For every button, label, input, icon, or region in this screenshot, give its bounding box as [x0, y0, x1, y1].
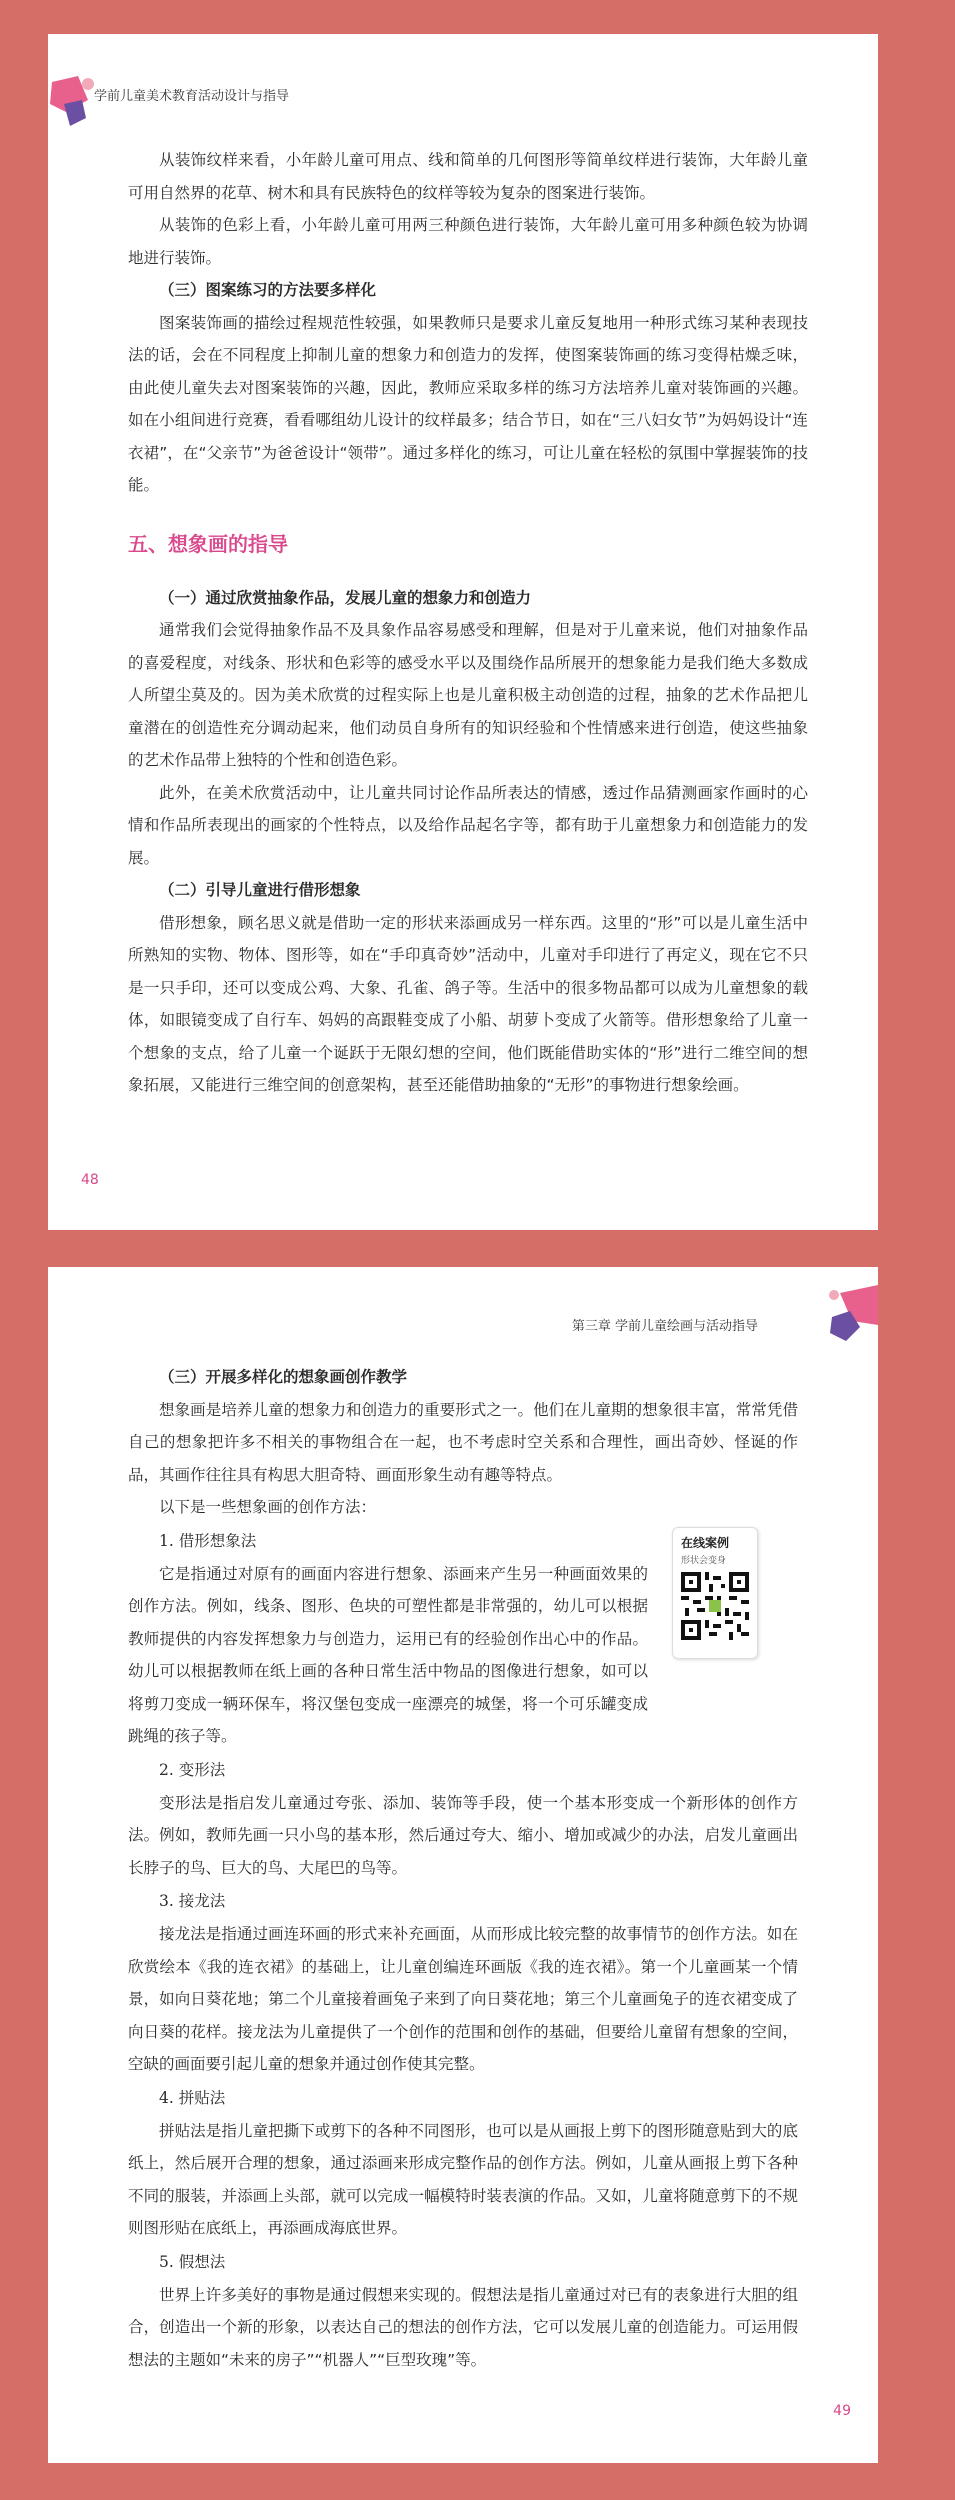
paragraph: 世界上许多美好的事物是通过假想来实现的。假想法是指儿童通过对已有的表象进行大胆的组合，创造出一个新的形象，以表达自己的想法的创作方法，它可以发展儿童的创造能力。可运用假想法的主题如“未来的房子”“机器人”“巨型玫瑰”等。	[128, 2285, 798, 2369]
online-case-card[interactable]	[672, 1527, 758, 1659]
method-title: 4. 拼贴法	[159, 2088, 226, 2107]
method-title: 2. 变形法	[159, 1760, 226, 1779]
qr-card-title: 在线案例	[681, 1536, 730, 1550]
running-header: 学前儿童美术教育活动设计与指导	[94, 89, 290, 104]
subsection-heading: （三）开展多样化的想象画创作教学	[159, 1368, 408, 1386]
page-49	[48, 1267, 878, 2463]
method-title: 3. 接龙法	[159, 1892, 226, 1910]
paragraph: 它是指通过对原有的画面内容进行想象、添画来产生另一种画面效果的创作方法。例如，线条、图形、色块的可塑性都是非常强的，幼儿可以根据教师提供的内容发挥想象力与创造力，运用已有的经验创作出心中的作品。幼儿可以根据教师在纸上画的各种日常生活中物品的图像进行想象，如可以将剪刀变成一辆环保车，将汉堡包变成一座漂亮的城堡，将一个可乐罐变成跳绳的孩子等。	[128, 1564, 648, 1745]
qr-code-icon[interactable]	[681, 1572, 749, 1640]
method-title: 5. 假想法	[159, 2252, 226, 2271]
paragraph: 借形想象，顾名思义就是借助一定的形状来添画成另一样东西。这里的“形”可以是儿童生活中所熟知的实物、物体、图形等，如在“手印真奇妙”活动中，儿童对手印进行了再定义，现在它不只是一只手印，还可以变成公鸡、大象、孔雀、鸽子等。生活中的很多物品都可以成为儿童想象的载体，如眼镜变成了自行车、妈妈的高跟鞋变成了小船、胡萝卜变成了火箭等。借形想象给了儿童一个想象的支点，给了儿童一个诞跃于无限幻想的空间，他们既能借助实体的“形”进行二维空间的想象拓展，又能进行三维空间的创意架构，甚至还能借助抽象的“无形”的事物进行想象绘画。	[128, 913, 808, 1094]
page-number: 48	[81, 1172, 99, 1188]
page2-body	[128, 1361, 798, 2376]
paragraph: 拼贴法是指儿童把撕下或剪下的各种不同图形，也可以是从画报上剪下的图形随意贴到大的底纸上，然后展开合理的想象，通过添画来形成完整作品的创作方法。例如，儿童从画报上剪下各种不同的服装，并添画上头部，就可以完成一幅模特时装表演的作品。又如，儿童将随意剪下的不规则图形贴在底纸上，再添画成海底世界。	[128, 2121, 798, 2237]
paragraph: 想象画是培养儿童的想象力和创造力的重要形式之一。他们在儿童期的想象很丰富，常常凭借自己的想象把许多不相关的事物组合在一起，也不考虑时空关系和合理性，画出奇妙、怪诞的作品，其画作往往具有构思大胆奇特、画面形象生动有趣等特点。	[128, 1400, 798, 1484]
paragraph: 从装饰纹样来看，小年龄儿童可用点、线和简单的几何图形等简单纹样进行装饰，大年龄儿童可用自然界的花草、树木和具有民族特色的纹样等较为复杂的图案进行装饰。	[128, 151, 808, 202]
subsection-heading: （二）引导儿童进行借形想象	[159, 881, 361, 899]
paragraph: 从装饰的色彩上看，小年龄儿童可用两三种颜色进行装饰，大年龄儿童可用多种颜色较为协调地进行装饰。	[128, 216, 808, 267]
page1-body	[128, 144, 808, 1102]
method-title: 1. 借形想象法	[159, 1531, 257, 1550]
qr-card-subtitle: 形状会变身	[681, 1556, 727, 1566]
running-header: 第三章 学前儿童绘画与活动指导	[571, 1319, 758, 1334]
paragraph: 以下是一些想象画的创作方法：	[159, 1498, 377, 1516]
section-title: 五、想象画的指导	[128, 531, 288, 556]
subsection-heading: （一）通过欣赏抽象作品，发展儿童的想象力和创造力	[159, 588, 532, 607]
paragraph: 通常我们会觉得抽象作品不及具象作品容易感受和理解，但是对于儿童来说，他们对抽象作品的喜爱程度，对线条、形状和色彩等的感受水平以及围绕作品所展开的想象能力是我们绝大多数成人所望尘莫及的。因为美术欣赏的过程实际上也是儿童积极主动创造的过程，抽象的艺术作品把儿童潜在的创造性充分调动起来，他们动员自身所有的知识经验和个性情感来进行创造，使这些抽象的艺术作品带上独特的个性和创造色彩。	[128, 621, 808, 769]
paragraph: 此外，在美术欣赏活动中，让儿童共同讨论作品所表达的情感，透过作品猜测画家作画时的心情和作品所表现出的画家的个性特点，以及给作品起名字等，都有助于儿童想象力和创造能力的发展。	[128, 783, 808, 867]
paragraph: 接龙法是指通过画连环画的形式来补充画面，从而形成比较完整的故事情节的创作方法。如在欣赏绘本《我的连衣裙》的基础上，让儿童创编连环画版《我的连衣裙》。第一个儿童画某一个情景，如向日葵花地；第二个儿童接着画兔子来到了向日葵花地；第三个儿童画兔子的连衣裙变成了向日葵的花样。接龙法为儿童提供了一个创作的范围和创作的基础，但要给儿童留有想象的空间，空缺的画面要引起儿童的想象并通过创作使其完整。	[128, 1925, 798, 2073]
paragraph: 图案装饰画的描绘过程规范性较强，如果教师只是要求儿童反复地用一种形式练习某种表现技法的话，会在不同程度上抑制儿童的想象力和创造力的发挥，使图案装饰画的练习变得枯燥乏味，由此使儿童失去对图案装饰的兴趣，因此，教师应采取多样的练习方法培养儿童对装饰画的兴趣。如在小组间进行竞赛，看看哪组幼儿设计的纹样最多；结合节日，如在“三八妇女节”为妈妈设计“连衣裙”，在“父亲节”为爸爸设计“领带”。通过多样化的练习，可让儿童在轻松的氛围中掌握装饰的技能。	[128, 313, 808, 494]
page-number: 49	[833, 2403, 851, 2419]
subsection-heading: （三）图案练习的方法要多样化	[159, 281, 377, 299]
page-48	[48, 34, 878, 1230]
decorative-shapes-icon	[788, 1285, 878, 1345]
paragraph: 变形法是指启发儿童通过夸张、添加、装饰等手段，使一个基本形变成一个新形体的创作方法。例如，教师先画一只小鸟的基本形，然后通过夸大、缩小、增加或减少的办法，启发儿童画出长脖子的鸟、巨大的鸟、大尾巴的鸟等。	[128, 1793, 798, 1877]
decorative-shapes-icon	[48, 74, 94, 128]
